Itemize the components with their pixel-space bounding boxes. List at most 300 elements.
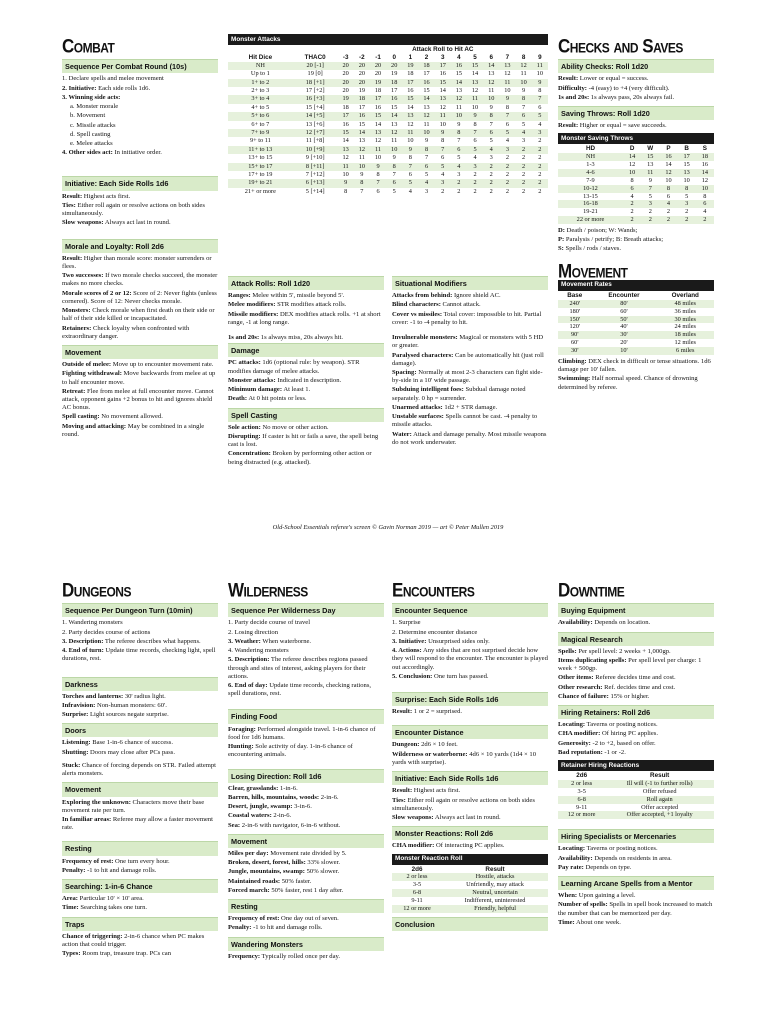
arcane-spells-title: Learning Arcane Spells from a Mentor bbox=[558, 876, 714, 890]
dungeon-move-line: Exploring the unknown: Characters move their base movement rate per turn. bbox=[62, 798, 205, 814]
arcane-line: When: Upon gaining a level. bbox=[558, 892, 636, 900]
table-cell: 15 bbox=[435, 79, 451, 87]
doors-line: Shutting: Doors may close after PCs pass. bbox=[62, 748, 176, 756]
table-cell: 9 bbox=[424, 137, 429, 145]
table-cell: 12 bbox=[483, 79, 499, 87]
table-cell: 7 [+12] bbox=[305, 171, 325, 178]
table-cell: 3 bbox=[678, 200, 696, 208]
table-cell: 20' bbox=[620, 339, 628, 347]
wild-move-line: Jungle, mountains, swamp: 50% slower. bbox=[228, 868, 340, 876]
table-cell: 16 bbox=[701, 161, 709, 169]
table-cell: Roll again bbox=[605, 796, 714, 804]
table-header-cell: Encounter bbox=[608, 291, 640, 299]
table-cell: 15 bbox=[358, 120, 365, 128]
table-cell: Offer accepted, +1 loyalty bbox=[605, 811, 714, 819]
situational-line: Blind characters: Cannot attack. bbox=[392, 301, 481, 309]
retainer-line: Generosity: -2 to +2, based on offer. bbox=[558, 739, 656, 747]
buying-equipment-title: Buying Equipment bbox=[558, 603, 714, 617]
table-cell: 2 bbox=[451, 179, 467, 187]
table-cell: 4 bbox=[659, 200, 677, 208]
table-cell: 4 bbox=[451, 163, 467, 171]
dungeon-move-line: In familiar areas: Referee may allow a faster movement rate. bbox=[62, 815, 214, 832]
table-cell: 6+ to 7 bbox=[251, 120, 270, 128]
table-cell: 2 bbox=[685, 208, 689, 216]
combat-init-line: Slow weapons: Always act last in round. bbox=[62, 219, 171, 227]
table-cell: Hostile, attacks bbox=[442, 873, 548, 881]
table-cell: 150' bbox=[558, 316, 591, 324]
table-cell: 90' bbox=[558, 331, 591, 339]
monster-attacks-table bbox=[228, 46, 548, 196]
table-cell: 9 bbox=[532, 79, 548, 87]
table-cell: 6-8 bbox=[392, 889, 442, 897]
table-header-cell: 6 bbox=[489, 53, 493, 61]
table-cell: 17 bbox=[370, 95, 386, 103]
dungeon-rest-line: Frequency of rest: One turn every hour. bbox=[62, 857, 170, 865]
table-cell: 2 bbox=[505, 154, 509, 162]
table-cell: 17 [+2] bbox=[305, 86, 325, 94]
table-cell: 3+ to 4 bbox=[228, 95, 293, 103]
combat-move-line: Moving and attacking: May be combined in a single round. bbox=[62, 422, 205, 438]
table-cell: 13 bbox=[499, 62, 515, 70]
table-cell: 7 bbox=[499, 112, 515, 120]
table-cell: 18 bbox=[696, 153, 714, 161]
combat-initiative-title: Initiative: Each Side Rolls 1d6 bbox=[62, 176, 218, 190]
attack-table-row bbox=[228, 87, 548, 95]
table-cell: 12 or more bbox=[392, 905, 442, 913]
table-cell: 20 [-1] bbox=[293, 62, 338, 70]
retainer-line: Bad reputation: -1 or -2. bbox=[558, 748, 626, 756]
table-cell: 4 bbox=[473, 154, 477, 162]
table-cell: 5 bbox=[424, 171, 429, 178]
table-header-cell: 8 bbox=[521, 53, 526, 61]
situational-line: Water: Attack and damage penalty. Most missile weapons do not work underwater. bbox=[392, 430, 547, 446]
attack-table-row bbox=[228, 70, 548, 78]
reaction-row bbox=[392, 905, 548, 913]
wilderness-column bbox=[228, 578, 384, 962]
table-cell: 6 bbox=[666, 192, 671, 200]
table-cell: 240' bbox=[558, 300, 591, 308]
reaction-roll-bar: Monster Reaction Roll bbox=[392, 854, 548, 865]
table-header-cell: Base bbox=[567, 291, 583, 299]
table-cell: 15 bbox=[641, 153, 659, 161]
table-cell: 2 bbox=[483, 179, 499, 187]
table-cell: 5 bbox=[435, 163, 451, 171]
table-cell: 13 bbox=[435, 95, 451, 103]
table-cell: 48 miles bbox=[656, 300, 714, 308]
table-cell: 20 bbox=[354, 62, 370, 70]
dungeon-resting-title: Resting bbox=[62, 841, 218, 855]
table-cell: 7 bbox=[521, 103, 526, 111]
table-cell: 16 bbox=[354, 112, 370, 120]
table-header-cell: 4 bbox=[457, 53, 461, 61]
movement-rate-row bbox=[558, 300, 714, 308]
table-cell: 9+ to 11 bbox=[249, 137, 271, 145]
wilderness-seq-line: 2. Losing direction bbox=[228, 628, 278, 636]
table-cell: 15+ to 17 bbox=[228, 163, 293, 171]
reaction-roll-table bbox=[392, 866, 548, 913]
downtime-heading: Downtime bbox=[558, 579, 625, 601]
monster-reactions-title: Monster Reactions: Roll 2d6 bbox=[392, 826, 548, 840]
retainer-reaction-row bbox=[558, 796, 714, 804]
table-cell: 8 [+11] bbox=[293, 163, 338, 171]
wild-rest-line: Frequency of rest: One day out of seven. bbox=[228, 915, 339, 923]
combat-seq-line: a. Monster morale bbox=[70, 103, 119, 111]
table-cell: 11 bbox=[370, 146, 386, 154]
table-cell: 19+ to 21 bbox=[228, 179, 293, 187]
table-cell: 11 bbox=[391, 137, 398, 145]
movement-rates-table bbox=[558, 292, 714, 355]
damage-line: Death: At 0 hit points or less. bbox=[228, 395, 307, 403]
magic-line: Spells: Per spell level: 2 weeks + 1,000gp. bbox=[558, 647, 671, 655]
table-cell: 3 bbox=[641, 200, 659, 208]
table-cell: 6 bbox=[408, 171, 412, 178]
saving-throw-row bbox=[558, 169, 714, 177]
lost-line: Desert, jungle, swamp: 3-in-6. bbox=[228, 803, 312, 811]
table-cell: 2 bbox=[532, 179, 548, 187]
attack-table-row bbox=[228, 112, 548, 120]
table-cell: 11 bbox=[402, 129, 418, 137]
table-cell: 6 bbox=[483, 129, 499, 137]
table-cell: 2 bbox=[473, 171, 477, 178]
table-cell: 10 bbox=[696, 185, 714, 193]
table-cell: 16-18 bbox=[558, 200, 623, 208]
table-cell: 20 bbox=[338, 79, 354, 87]
table-cell: 10 [+9] bbox=[293, 146, 338, 154]
dungeon-sequence-title: Sequence Per Dungeon Turn (10min) bbox=[62, 603, 218, 617]
table-header-cell: 3 bbox=[440, 53, 445, 61]
combat-move-line: Outside of melee: Move up to encounter movement rate. bbox=[62, 361, 214, 369]
table-cell: 17+ to 19 bbox=[248, 171, 273, 178]
table-cell: 18 miles bbox=[656, 331, 714, 339]
wilderness-heading: Wilderness bbox=[228, 579, 308, 601]
encounter-seq-line: 4. Actions: Any sides that are not surprised decide how they will respond to the encounter. The encounter is played out accordingly. bbox=[392, 647, 548, 671]
encounters-column bbox=[392, 578, 548, 933]
table-cell: 2 bbox=[521, 171, 526, 178]
specialist-line: Locating: Taverns or posting notices. bbox=[558, 845, 658, 853]
table-cell: 15 bbox=[370, 112, 386, 120]
attack-rolls-line: Missile modifiers: DEX modifies attack rolls. +1 at short range, -1 at long range. bbox=[228, 310, 381, 326]
table-cell: 3 bbox=[424, 187, 429, 195]
table-cell: 7 bbox=[424, 154, 429, 162]
table-cell: 3-5 bbox=[412, 881, 422, 889]
table-cell: 14 bbox=[451, 79, 467, 87]
situational-line: Attacks from behind: Ignore shield AC. bbox=[392, 292, 501, 300]
table-cell: 20 bbox=[342, 86, 349, 94]
table-cell: 8 bbox=[483, 112, 499, 120]
surprise-title: Surprise: Each Side Rolls 1d6 bbox=[392, 692, 548, 706]
retainer-reaction-row bbox=[558, 811, 714, 819]
dungeon-seq-line: 4. End of turn: Update time records, checking light, spell durations, rest. bbox=[62, 647, 216, 663]
combat-morale-line: Morale scores of 2 or 12: Score of 2: Never fights (unless cornered). Score of 12: Never checks morale. bbox=[62, 289, 217, 305]
table-cell: 7 bbox=[489, 120, 493, 128]
table-cell: 11 bbox=[338, 163, 354, 171]
table-cell: 7 bbox=[370, 179, 386, 187]
enc-init-line: Ties: Either roll again or resolve actions on both sides simultaneously. bbox=[392, 796, 535, 812]
table-cell: Neutral, uncertain bbox=[442, 889, 548, 897]
table-cell: 15 bbox=[683, 161, 690, 169]
table-header-cell: -1 bbox=[375, 53, 381, 61]
table-cell: 5 bbox=[685, 192, 689, 200]
table-cell: 10-12 bbox=[558, 185, 623, 193]
table-cell: 3 bbox=[532, 129, 548, 137]
losing-direction-title: Losing Direction: Roll 1d6 bbox=[228, 769, 384, 783]
combat-seq-line: 2. Initiative: Each side rolls 1d6. bbox=[62, 84, 151, 92]
table-cell: 6 miles bbox=[656, 347, 714, 355]
table-cell: 5 bbox=[499, 129, 515, 137]
saves-legend-line: S: Spells / rods / staves. bbox=[558, 245, 622, 253]
ability-line: Difficulty: -4 (easy) to +4 (very difficult). bbox=[558, 84, 670, 92]
table-cell: 36 miles bbox=[674, 307, 696, 315]
table-cell: 4 bbox=[418, 179, 434, 187]
credit-line: Old-School Essentials referee's screen © Gavin Norman 2019 — art © Peter Mullen 2019 bbox=[272, 524, 504, 531]
table-cell: 2 or less bbox=[392, 873, 442, 881]
situational-column bbox=[392, 276, 548, 448]
table-cell: 2 bbox=[515, 146, 531, 154]
table-cell: 3 bbox=[499, 146, 515, 154]
table-header-cell: HD bbox=[585, 145, 596, 153]
table-cell: 11 bbox=[520, 70, 527, 78]
table-cell: 6 bbox=[418, 163, 434, 171]
table-cell: 2 bbox=[489, 171, 493, 178]
table-cell: 8 bbox=[408, 154, 412, 162]
monster-saves-table bbox=[558, 145, 714, 224]
table-cell: 2 bbox=[538, 171, 542, 178]
spell-casting-line: Concentration: Broken by performing other action or being distracted (e.g. attacked). bbox=[228, 450, 372, 466]
damage-line: Minimum damage: At least 1. bbox=[228, 386, 311, 394]
table-cell: 14 bbox=[374, 120, 382, 128]
dungeon-movement-title: Movement bbox=[62, 782, 218, 796]
table-cell: 12 bbox=[386, 129, 402, 137]
table-cell: 2 bbox=[505, 171, 509, 178]
table-cell: 2 bbox=[483, 163, 499, 171]
combat-init-line: Ties: Either roll again or resolve actions on both sides simultaneously. bbox=[62, 201, 205, 218]
table-cell: 12 miles bbox=[674, 339, 696, 347]
table-cell: 7 bbox=[360, 187, 364, 195]
table-cell: 16 bbox=[439, 70, 446, 78]
table-cell: 2 bbox=[532, 146, 548, 154]
table-cell: 9 [+10] bbox=[305, 154, 325, 162]
movement-rate-row bbox=[558, 308, 714, 316]
doors-line: Listening: Base 1-in-6 chance of success. bbox=[62, 739, 173, 747]
retainer-reactions-table bbox=[558, 772, 714, 819]
table-header-cell: 2 bbox=[424, 53, 429, 61]
table-cell: 17 bbox=[358, 103, 365, 111]
wilderness-seq-line: 5. Description: The referee describes regions passed through and sites of interest, asking players for their actions. bbox=[228, 656, 368, 680]
wild-move-line: Broken, desert, forest, hills: 33% slower. bbox=[228, 859, 341, 867]
table-cell: 8 bbox=[376, 171, 380, 178]
table-cell: NH bbox=[558, 153, 623, 161]
combat-morale-line: Result: Higher than morale score: monster surrenders or flees. bbox=[62, 254, 212, 270]
damage-line: PC attacks: 1d6 (optional rule: by weapon). STR modifies damage of melee attacks. bbox=[228, 359, 360, 375]
saving-throw-row bbox=[558, 161, 714, 169]
saving-throw-row bbox=[558, 216, 714, 224]
table-cell: 4 bbox=[630, 192, 634, 200]
table-cell: 8 bbox=[451, 129, 467, 137]
table-cell: 10 bbox=[504, 86, 511, 94]
table-cell: 18 [+1] bbox=[293, 79, 338, 87]
saving-throw-row bbox=[558, 185, 714, 193]
table-cell: 2 bbox=[499, 163, 515, 171]
table-cell: 2 bbox=[678, 216, 696, 224]
table-cell: 17 bbox=[338, 112, 354, 120]
wilderness-seq-line: 3. Weather: When waterborne. bbox=[228, 637, 312, 645]
encounter-seq-line: 2. Determine encounter distance bbox=[392, 628, 478, 636]
table-cell: Ill will (-1 to further rolls) bbox=[605, 780, 714, 788]
food-line: Foraging: Performed alongside travel. 1-in-6 chance of food for 1d6 humans. bbox=[228, 725, 376, 741]
table-cell: 10 bbox=[536, 70, 543, 78]
table-cell: 9 bbox=[457, 120, 461, 128]
table-cell: 2 bbox=[623, 216, 641, 224]
attack-roll-header: Attack Roll to Hit AC bbox=[412, 46, 474, 53]
table-cell: 3 bbox=[457, 171, 461, 178]
table-cell: 18 bbox=[407, 70, 414, 78]
table-cell: 2 bbox=[467, 179, 483, 187]
table-cell: 6 bbox=[441, 154, 445, 162]
attack-table-row bbox=[228, 121, 548, 129]
table-cell: 8 bbox=[441, 137, 445, 145]
attack-rolls-column bbox=[228, 276, 384, 468]
saving-throw-row bbox=[558, 193, 714, 201]
table-cell: 10 bbox=[439, 120, 446, 128]
reaction-row bbox=[392, 889, 548, 897]
table-cell: 11 bbox=[423, 120, 430, 128]
dungeon-rest-line: Penalty: -1 to hit and damage rolls. bbox=[62, 866, 157, 874]
attack-table-row bbox=[228, 179, 548, 187]
table-cell: 17 bbox=[678, 153, 696, 161]
table-cell: 19 bbox=[358, 86, 365, 94]
table-cell: 4 bbox=[505, 137, 509, 145]
damage-line: Monster attacks: Indicated in description. bbox=[228, 376, 342, 384]
table-cell: 18 bbox=[386, 79, 402, 87]
table-cell: 16 bbox=[386, 95, 402, 103]
movement-rate-row bbox=[558, 331, 714, 339]
table-cell: 40' bbox=[620, 323, 628, 331]
checks-column bbox=[558, 34, 714, 393]
table-cell: 15 bbox=[402, 95, 418, 103]
table-cell: 8 bbox=[386, 163, 402, 171]
table-cell: Up to 1 bbox=[250, 70, 270, 78]
table-cell: 12 bbox=[374, 137, 382, 145]
combat-morale-title: Morale and Loyalty: Roll 2d6 bbox=[62, 239, 218, 253]
table-cell: 7 bbox=[532, 95, 548, 103]
table-header-cell: 2d6 bbox=[411, 865, 423, 873]
ability-checks-title: Ability Checks: Roll 1d20 bbox=[558, 59, 714, 73]
table-header-cell: THAC0 bbox=[304, 53, 326, 61]
movement-rates-bar: Movement Rates bbox=[558, 280, 714, 291]
wandering-monsters-title: Wandering Monsters bbox=[228, 937, 384, 951]
table-cell: 17 bbox=[423, 70, 430, 78]
saving-throw-row bbox=[558, 177, 714, 185]
buy-line: Availability: Depends on location. bbox=[558, 619, 651, 627]
table-cell: 12 bbox=[451, 95, 467, 103]
table-cell: 10' bbox=[591, 347, 656, 355]
table-cell: 8 bbox=[418, 146, 434, 154]
encounter-initiative-title: Initiative: Each Side Rolls 1d6 bbox=[392, 771, 548, 785]
table-cell: 3-5 bbox=[577, 787, 586, 795]
table-cell: 2 bbox=[521, 187, 526, 195]
encounters-heading: Encounters bbox=[392, 579, 475, 601]
situational-line: Subduing intelligent foes: Subdual damage noted separately. 0 hp = surrender. bbox=[392, 386, 526, 402]
table-cell: 9-11 bbox=[576, 803, 588, 811]
table-cell: 4+ to 5 bbox=[251, 103, 270, 111]
wilderness-seq-line: 6. End of day: Update time records, checking rations, spell durations, rest. bbox=[228, 682, 372, 698]
table-cell: 12 bbox=[471, 86, 479, 94]
monster-saves-bar: Monster Saving Throws bbox=[558, 133, 714, 144]
table-cell: Friendly, helpful bbox=[442, 905, 548, 913]
movement-line: Climbing: DEX check in difficult or tense situations. 1d6 damage per 10' fallen. bbox=[558, 357, 711, 374]
combat-seq-line: b. Movement bbox=[70, 112, 106, 120]
surprise-line: Result: 1 or 2 = surprised. bbox=[392, 708, 463, 716]
attack-table-header-row bbox=[228, 54, 548, 62]
table-cell: 13-15 bbox=[583, 192, 598, 200]
retainer-reactions-bar: Retainer Hiring Reactions bbox=[558, 760, 714, 771]
table-cell: 14 bbox=[354, 129, 370, 137]
table-cell: 16 bbox=[451, 62, 467, 70]
table-cell: 2 bbox=[538, 187, 542, 195]
table-cell: 11 bbox=[641, 169, 659, 177]
table-cell: 20 bbox=[374, 70, 382, 78]
table-cell: 8 bbox=[344, 187, 348, 195]
arcane-line: Number of spells: Spells in spell book increased to match the number that can be memorized per day. bbox=[558, 901, 713, 917]
doors-line: Stuck: Chance of forcing depends on STR. Failed attempt alerts monsters. bbox=[62, 761, 217, 778]
table-cell: 13 bbox=[402, 112, 418, 120]
table-cell: 2 bbox=[623, 200, 641, 208]
table-cell: 19 bbox=[391, 70, 398, 78]
table-cell: 5 bbox=[521, 120, 526, 128]
dungeons-heading: Dungeons bbox=[62, 579, 131, 601]
table-cell: 4 bbox=[408, 187, 412, 195]
table-cell: 14 bbox=[696, 169, 714, 177]
table-cell: 6 [+13] bbox=[293, 179, 338, 187]
table-cell: 9 bbox=[467, 112, 483, 120]
attack-table-row bbox=[228, 146, 548, 154]
downtime-column bbox=[558, 578, 714, 928]
table-cell: 6 bbox=[376, 187, 380, 195]
table-cell: 60' bbox=[620, 307, 628, 315]
wild-move-line: Maintained roads: 50% faster. bbox=[228, 877, 312, 885]
table-cell: 6 bbox=[451, 146, 467, 154]
table-cell: 3 bbox=[489, 154, 493, 162]
table-cell: 7+ to 9 bbox=[228, 129, 293, 137]
table-header-cell: Result bbox=[485, 865, 505, 873]
dungeon-seq-line: 1. Wandering monsters bbox=[62, 619, 123, 627]
dungeons-column bbox=[62, 578, 218, 959]
combat-seq-line: d. Spell casting bbox=[70, 130, 111, 138]
table-cell: 20 bbox=[342, 70, 349, 78]
table-cell: 15 bbox=[391, 103, 398, 111]
traps-title: Traps bbox=[62, 917, 218, 931]
table-cell: 9 bbox=[489, 103, 493, 111]
retainer-reaction-row bbox=[558, 788, 714, 796]
table-cell: 14 bbox=[471, 70, 479, 78]
table-header-cell: 0 bbox=[392, 53, 396, 61]
attack-table-row bbox=[228, 163, 548, 171]
table-header-cell: 2d6 bbox=[576, 772, 588, 780]
table-cell: 2+ to 3 bbox=[251, 86, 270, 94]
darkness-line: Torches and lanterns: 30' radius light. bbox=[62, 692, 166, 700]
reaction-line: CHA modifier: Of interacting PC applies. bbox=[392, 842, 505, 850]
table-cell: 3 bbox=[467, 163, 483, 171]
table-header-cell: B bbox=[684, 145, 689, 153]
table-cell: 5+ to 6 bbox=[228, 112, 293, 120]
table-cell: 20 bbox=[370, 62, 386, 70]
table-cell: 16 bbox=[374, 103, 382, 111]
table-cell: 2 bbox=[696, 216, 714, 224]
attack-table-row bbox=[228, 104, 548, 112]
wild-rest-line: Penalty: -1 to hit and damage rolls. bbox=[228, 924, 323, 932]
table-cell: 4 bbox=[538, 120, 542, 128]
table-cell: 14 bbox=[665, 161, 672, 169]
